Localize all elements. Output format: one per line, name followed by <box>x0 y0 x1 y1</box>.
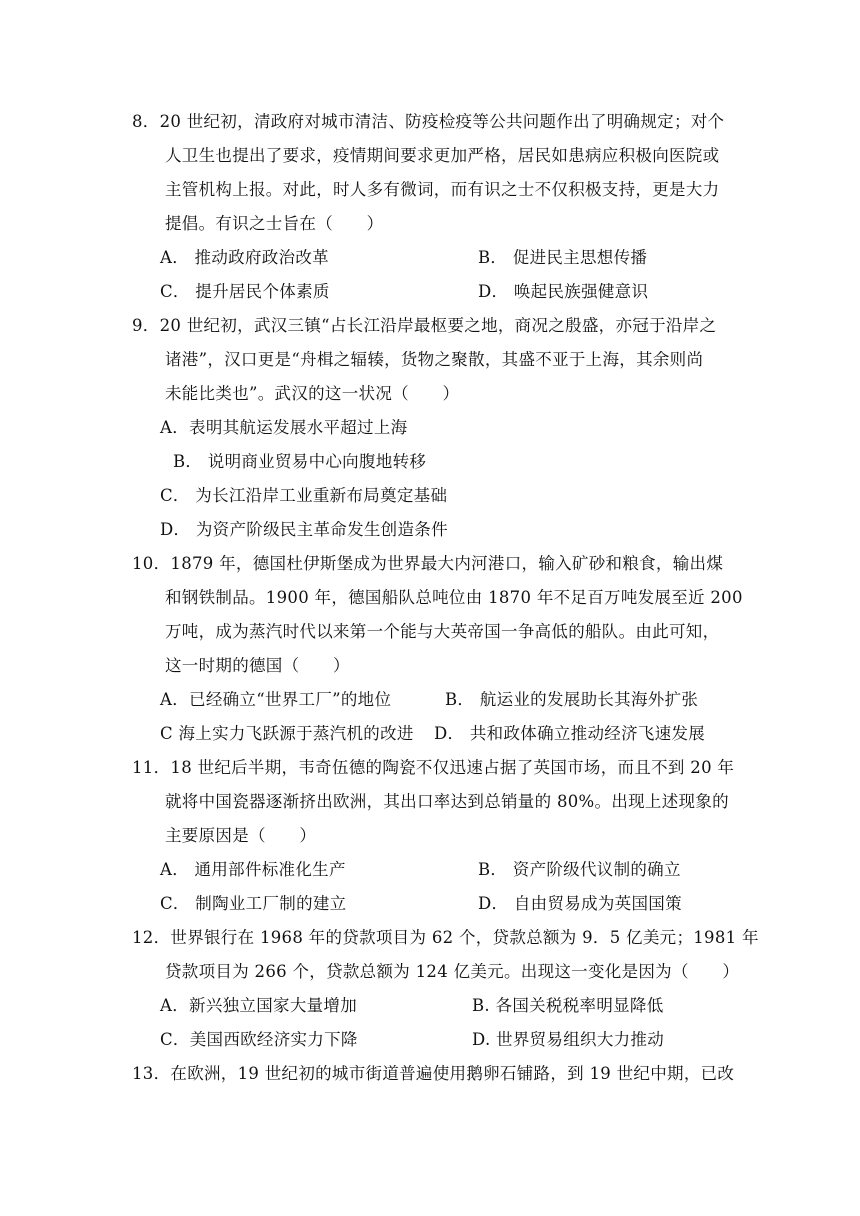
question-12-line-1: 12．世界银行在 1968 年的贷款项目为 62 个，贷款总额为 9．5 亿美元；1981 年 <box>132 928 759 947</box>
question-11-option-a: A． 通用部件标准化生产 <box>160 860 346 879</box>
question-8-line-1: 8．20 世纪初，清政府对城市清洁、防疫检疫等公共问题作出了明确规定；对个 <box>132 112 725 131</box>
question-10-line-1: 10．1879 年，德国杜伊斯堡成为世界最大内河港口，输入矿砂和粮食，输出煤 <box>132 554 724 573</box>
question-12-option-b: B. 各国关税税率明显降低 <box>472 996 664 1015</box>
question-13-line-1: 13．在欧洲，19 世纪初的城市街道普遍使用鹅卵石铺路，到 19 世纪中期，已改 <box>132 1064 735 1083</box>
question-11-option-c: C． 制陶业工厂制的建立 <box>160 894 347 913</box>
question-11-line-3: 主要原因是（ ） <box>165 826 317 845</box>
question-8-line-2: 人卫生也提出了要求，疫情期间要求更加严格，居民如患病应积极向医院或 <box>165 146 720 165</box>
question-10-option-c: C 海上实力飞跃源于蒸汽机的改进 <box>160 724 414 743</box>
question-10-line-3: 万吨，成为蒸汽时代以来第一个能与大英帝国一争高低的船队。由此可知， <box>165 622 720 641</box>
question-8-option-b: B． 促进民主思想传播 <box>478 248 648 267</box>
question-8-line-3: 主管机构上报。对此，时人多有微词，而有识之士不仅积极支持，更是大力 <box>165 180 720 199</box>
question-8-option-c: C． 提升居民个体素质 <box>160 282 330 301</box>
question-11-line-2: 就将中国瓷器逐渐挤出欧洲，其出口率达到总销量的 80%。出现上述现象的 <box>165 792 729 811</box>
question-10-line-4: 这一时期的德国（ ） <box>165 656 350 675</box>
question-9-option-a: A．表明其航运发展水平超过上海 <box>160 418 408 437</box>
question-11-line-1: 11．18 世纪后半期，韦奇伍德的陶瓷不仅迅速占据了英国市场，而且不到 20 年 <box>132 758 735 777</box>
question-12-line-2: 贷款项目为 266 个，贷款总额为 124 亿美元。出现这一变化是因为（ ） <box>165 962 740 981</box>
question-9-line-3: 未能比类也”。武汉的这一状况（ ） <box>165 384 460 403</box>
question-9-line-1: 9．20 世纪初，武汉三镇“占长江沿岸最枢要之地，商况之殷盛，亦冠于沿岸之 <box>132 316 717 335</box>
question-10-line-2: 和钢铁制品。1900 年，德国船队总吨位由 1870 年不足百万吨发展至近 200 <box>165 588 743 607</box>
question-9-option-b: B． 说明商业贸易中心向腹地转移 <box>173 452 427 471</box>
question-11-option-d: D． 自由贸易成为英国国策 <box>478 894 682 913</box>
question-9-line-2: 诸港”，汉口更是“舟楫之辐辏，货物之聚散，其盛不亚于上海，其余则尚 <box>165 350 704 369</box>
question-10-option-d: D． 共和政体确立推动经济飞速发展 <box>434 724 706 743</box>
question-8-option-d: D． 唤起民族强健意识 <box>478 282 649 301</box>
question-9-option-c: C． 为长江沿岸工业重新布局奠定基础 <box>160 486 448 505</box>
question-9-option-d: D． 为资产阶级民主革命发生创造条件 <box>160 520 448 539</box>
question-8-line-4: 提倡。有识之士旨在（ ） <box>165 214 384 233</box>
question-11-option-b: B． 资产阶级代议制的确立 <box>478 860 681 879</box>
question-10-option-b: B． 航运业的发展助长其海外扩张 <box>445 690 699 709</box>
question-8-option-a: A． 推动政府政治改革 <box>160 248 329 267</box>
question-12-option-c: C．美国西欧经济实力下降 <box>160 1030 358 1049</box>
question-12-option-a: A．新兴独立国家大量增加 <box>160 996 358 1015</box>
question-10-option-a: A．已经确立“世界工厂”的地位 <box>160 690 392 709</box>
question-12-option-d: D. 世界贸易组织大力推动 <box>472 1030 665 1049</box>
